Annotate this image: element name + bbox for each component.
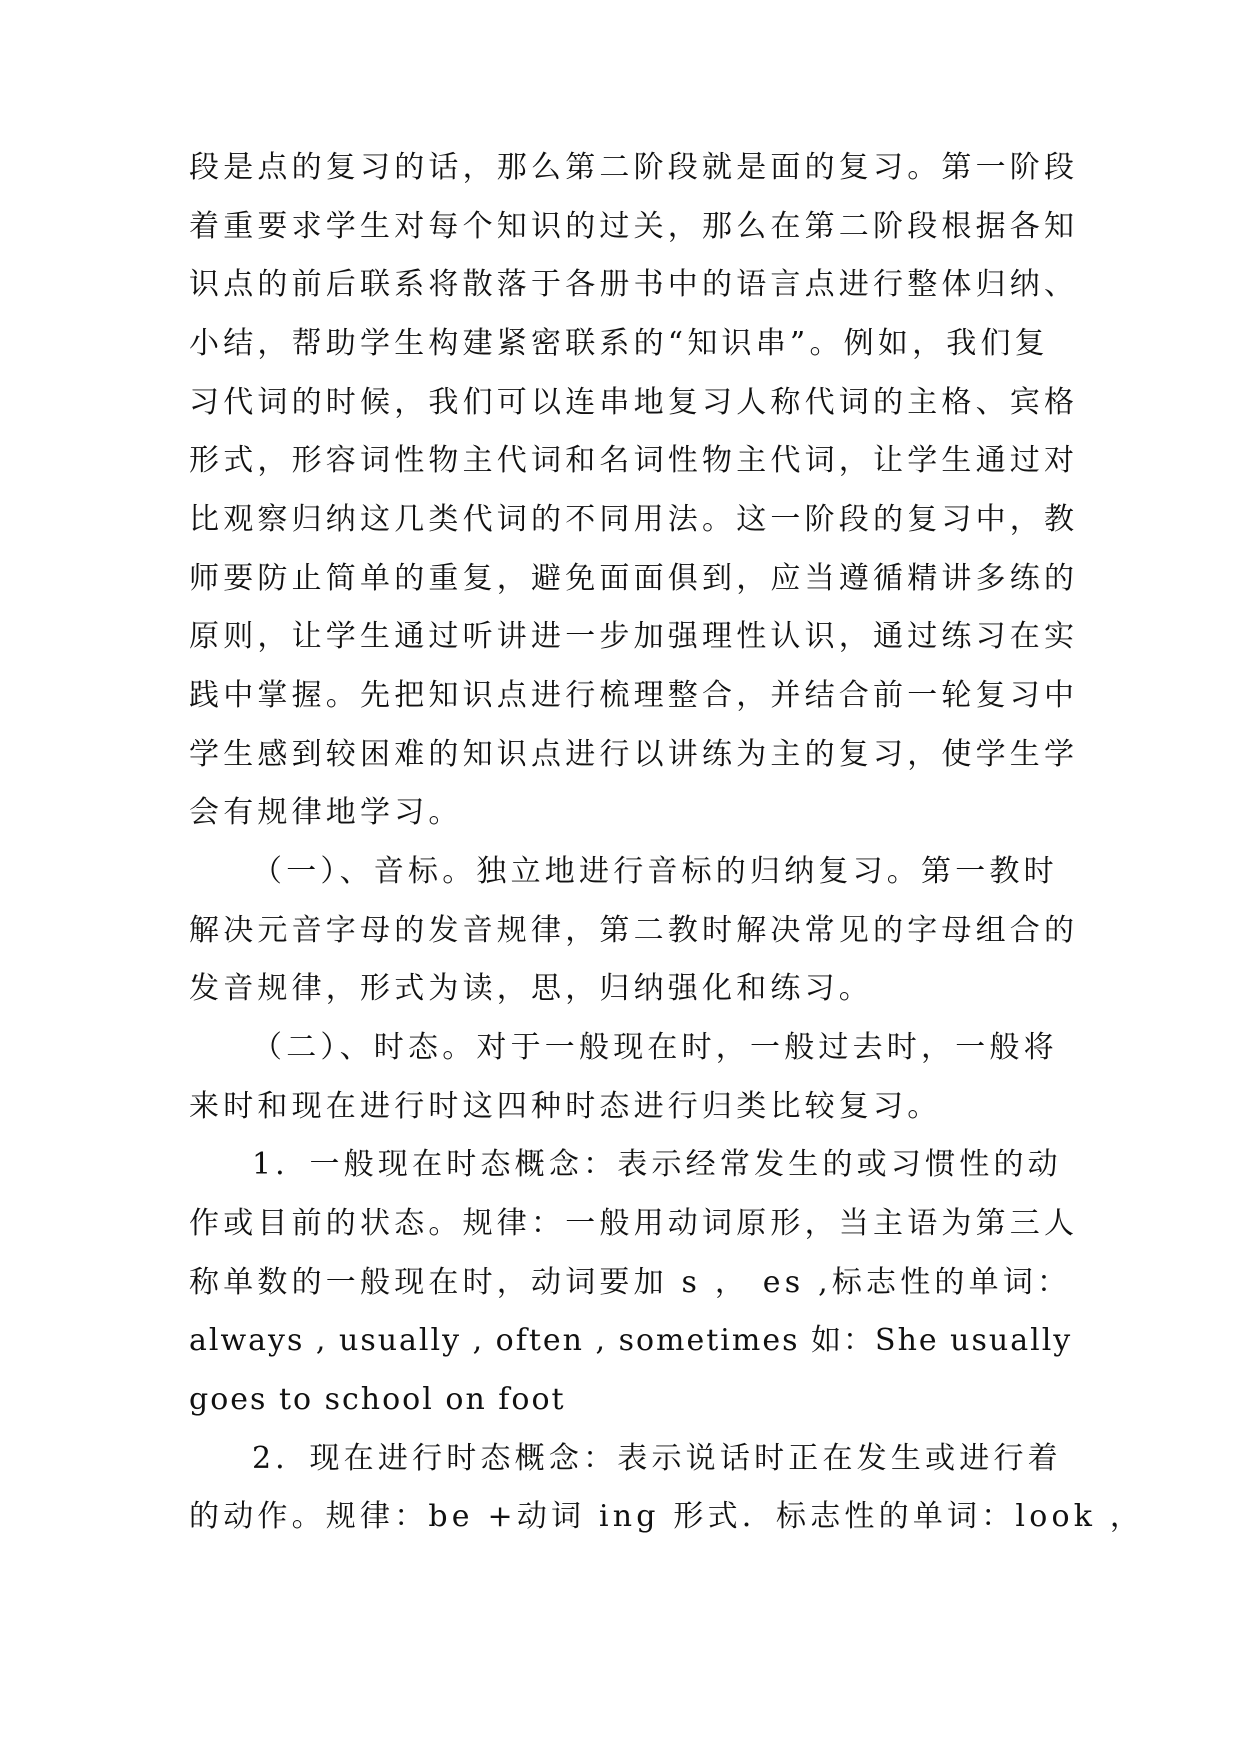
text-line: always , usually , often , sometimes 如：She usually	[189, 1323, 1073, 1358]
text-line: 学生感到较困难的知识点进行以讲练为主的复习，使学生学	[189, 737, 1079, 772]
text-line: 原则，让学生通过听讲进一步加强理性认识，通过练习在实	[189, 619, 1079, 654]
text-line: 会有规律地学习。	[189, 795, 463, 830]
text-line: 的动作。规律：be +动词 ing 形式．标志性的单词：look ，	[189, 1499, 1145, 1534]
text-line: 解决元音字母的发音规律，第二教时解决常见的字母组合的	[189, 913, 1079, 948]
text-line: 作或目前的状态。规律：一般用动词原形，当主语为第三人	[189, 1206, 1079, 1241]
numbered-item-line: 1．一般现在时态概念：表示经常发生的或习惯性的动	[252, 1147, 1062, 1182]
paragraph-heading-line: （二）、时态。对于一般现在时，一般过去时，一般将	[252, 1030, 1058, 1065]
text-line: 来时和现在进行时这四种时态进行归类比较复习。	[189, 1089, 942, 1124]
text-line: 比观察归纳这几类代词的不同用法。这一阶段的复习中，教	[189, 502, 1079, 537]
text-line: 形式，形容词性物主代词和名词性物主代词，让学生通过对	[189, 443, 1079, 478]
numbered-item-line: 2．现在进行时态概念：表示说话时正在发生或进行着	[252, 1441, 1062, 1476]
paragraph-heading-line: （一）、音标。独立地进行音标的归纳复习。第一教时	[252, 854, 1058, 889]
text-line: 习代词的时候，我们可以连串地复习人称代词的主格、宾格	[189, 385, 1079, 420]
text-line: 称单数的一般现在时，动词要加 s ， es ,标志性的单词：	[189, 1265, 1072, 1300]
text-line: 小结，帮助学生构建紧密联系的“知识串”。例如，我们复	[189, 326, 1049, 361]
text-line: 发音规律，形式为读，思，归纳强化和练习。	[189, 971, 873, 1006]
text-line: goes to school on foot	[189, 1382, 566, 1417]
text-line: 着重要求学生对每个知识的过关，那么在第二阶段根据各知	[189, 209, 1079, 244]
text-line: 践中掌握。先把知识点进行梳理整合，并结合前一轮复习中	[189, 678, 1079, 713]
text-line: 段是点的复习的话，那么第二阶段就是面的复习。第一阶段	[189, 150, 1079, 185]
text-line: 师要防止简单的重复，避免面面俱到，应当遵循精讲多练的	[189, 561, 1079, 596]
text-line: 识点的前后联系将散落于各册书中的语言点进行整体归纳、	[189, 267, 1079, 302]
